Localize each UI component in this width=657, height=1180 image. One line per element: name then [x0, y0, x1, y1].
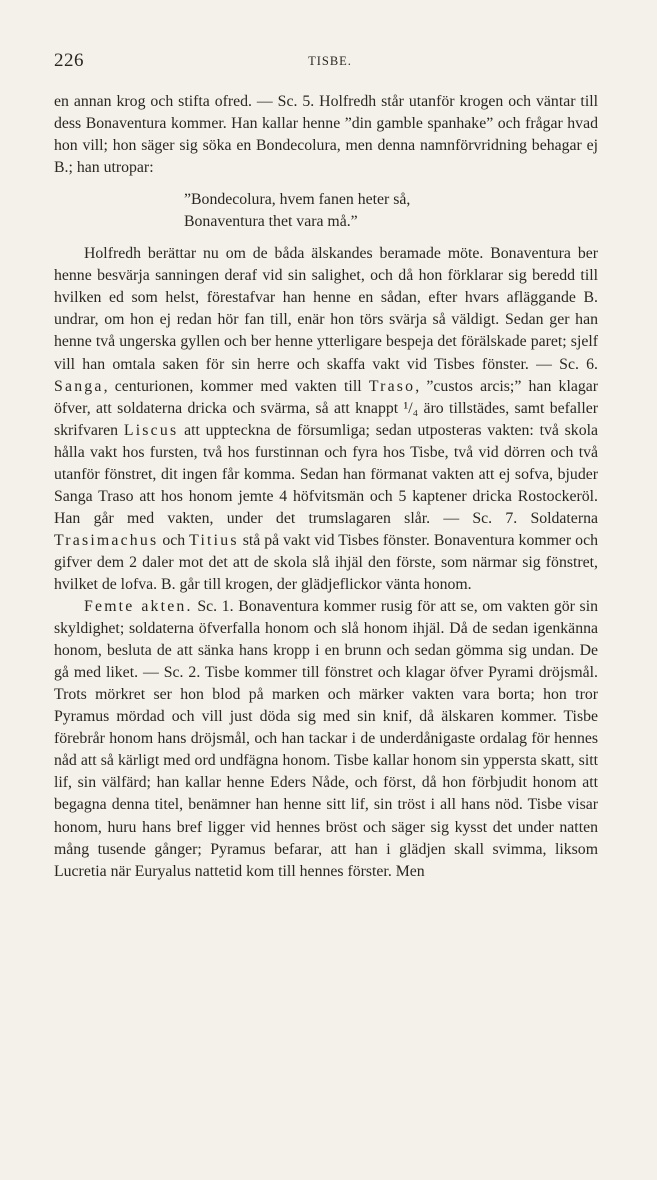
verse-line-2: Bonaventura thet vara må.”: [184, 213, 358, 231]
paragraph-3-text: Sc. 1. Bonaventura kommer rusig för att se, om vakten gör sin skyldighet; soldaterna öfverfalla honom och slå honom ihjäl. Då de sedan igenkänna honom, besluta de att sänka hans kropp i en brunn och sedan gömma sig undan. De gå med liket. — Sc. 2. Tisbe kommer till fönstret och klagar öfver Pyrami dröjsmål. Trots mörkret ser hon blod på marken och märker vakten vara borta; hon tror Pyramus mördad och vill just döda sig med sin knif, då älskaren kommer. Tisbe förebrår honom hans dröjsmål, och han tackar i de underdånigaste ordalag för hennes nåd att så kärligt med ord undfägna honom. Tisbe kallar honom sin yppersta skatt, sitt lif, sin välfärd; han kallar henne Eders Nåde, och först, då hon förbjudit honom att begagna denna titel, benämner han henne sitt lif, sin tröst i all hans nöd. Tisbe visar honom, huru hans bref ligger vid hennes bröst och säger sig kysst det under natten mång tusende gånger; Pyramus befarar, att han i glädjen skall svimma, liksom Lucretia när Euryalus nattetid kom till hennes förster. Men: [54, 598, 598, 880]
running-title: TISBE.: [308, 54, 352, 68]
paragraph-1-text: en annan krog och stifta ofred. — Sc. 5. Holfredh står utanför krogen och väntar till dess Bonaventura kommer. Han kallar henne ”din gamble spanhake” och frågar hvad hon vill; hon säger sig söka en Bondecolura, men denna namnförvridning behagar ej B.; han utropar:: [54, 93, 598, 177]
paragraph-1: [54, 91, 598, 179]
name-titius: Titius: [189, 531, 239, 549]
paragraph-2-text-a: Holfredh berättar nu om de båda älskandes beramade möte. Bonaventura ber henne besvärja sanningen deraf vid sin salighet, och då hon förklarar sig beredd till hvilken ed som helst, förestafvar han henne en sådan, efter hvars afläggande B. undrar, om hon ej redan hör fan till, enär hon törs svärja så väldigt. Sedan ger han henne två ungerska gyllen och ber henne ytterligare bespeja det förälskade paret; sjelf vill han omtala saken för sin herre och skaffa vakt vid Tisbes fönster. — Sc. 6.: [54, 245, 598, 373]
verse-line-1: ”Bondecolura, hvem fanen heter så,: [184, 191, 411, 209]
paragraph-2-text-c: , ”custos arcis;” han klagar öfver, att soldaterna dricka och svärma, så att knappt ¹/₄ äro tillstädes, samt befaller skrifvaren: [54, 377, 599, 439]
paragraph-2-text-f: stå på vakt vid Tisbes fönster. Bonaventura kommer och gifver dem 2 daler mot det att de skola slå ihjäl den förste, som närmar sig fönstret, hvilket de lofva. B. går till krogen, der glädjeflickor vänta honom.: [54, 531, 598, 593]
name-traso: Traso: [368, 377, 416, 395]
name-liscus: Liscus: [123, 421, 179, 439]
paragraph-2: [54, 243, 598, 596]
page-header: [54, 50, 606, 78]
body-text: [54, 91, 598, 883]
verse-quote: [184, 189, 598, 233]
name-trasimachus: Trasimachus: [54, 531, 159, 549]
page-number: 226: [54, 50, 84, 71]
paragraph-2-text-d: att uppteckna de försumliga; sedan utposteras vakten: två skola hålla vakt hos fursten, två hos furstinnan och fyra hos Tisbe, två vid dörren och två utanför fönstret, dit ingen får komma. Sedan han förmanat vakten att ej sofva, bjuder Sanga Traso att hos honom jemte 4 höfvitsmän och 5 kaptener dricka Rostockeröl. Han går med vakten, under det trumslagaren slår. — Sc. 7. Soldaterna: [54, 421, 599, 527]
name-sanga: Sanga: [54, 377, 104, 395]
act-heading: Femte akten.: [84, 598, 193, 616]
paragraph-3: [54, 596, 598, 883]
paragraph-2-text-e: och: [162, 531, 186, 549]
paragraph-2-text-b: , centurionen, kommer med vakten till: [103, 377, 362, 395]
